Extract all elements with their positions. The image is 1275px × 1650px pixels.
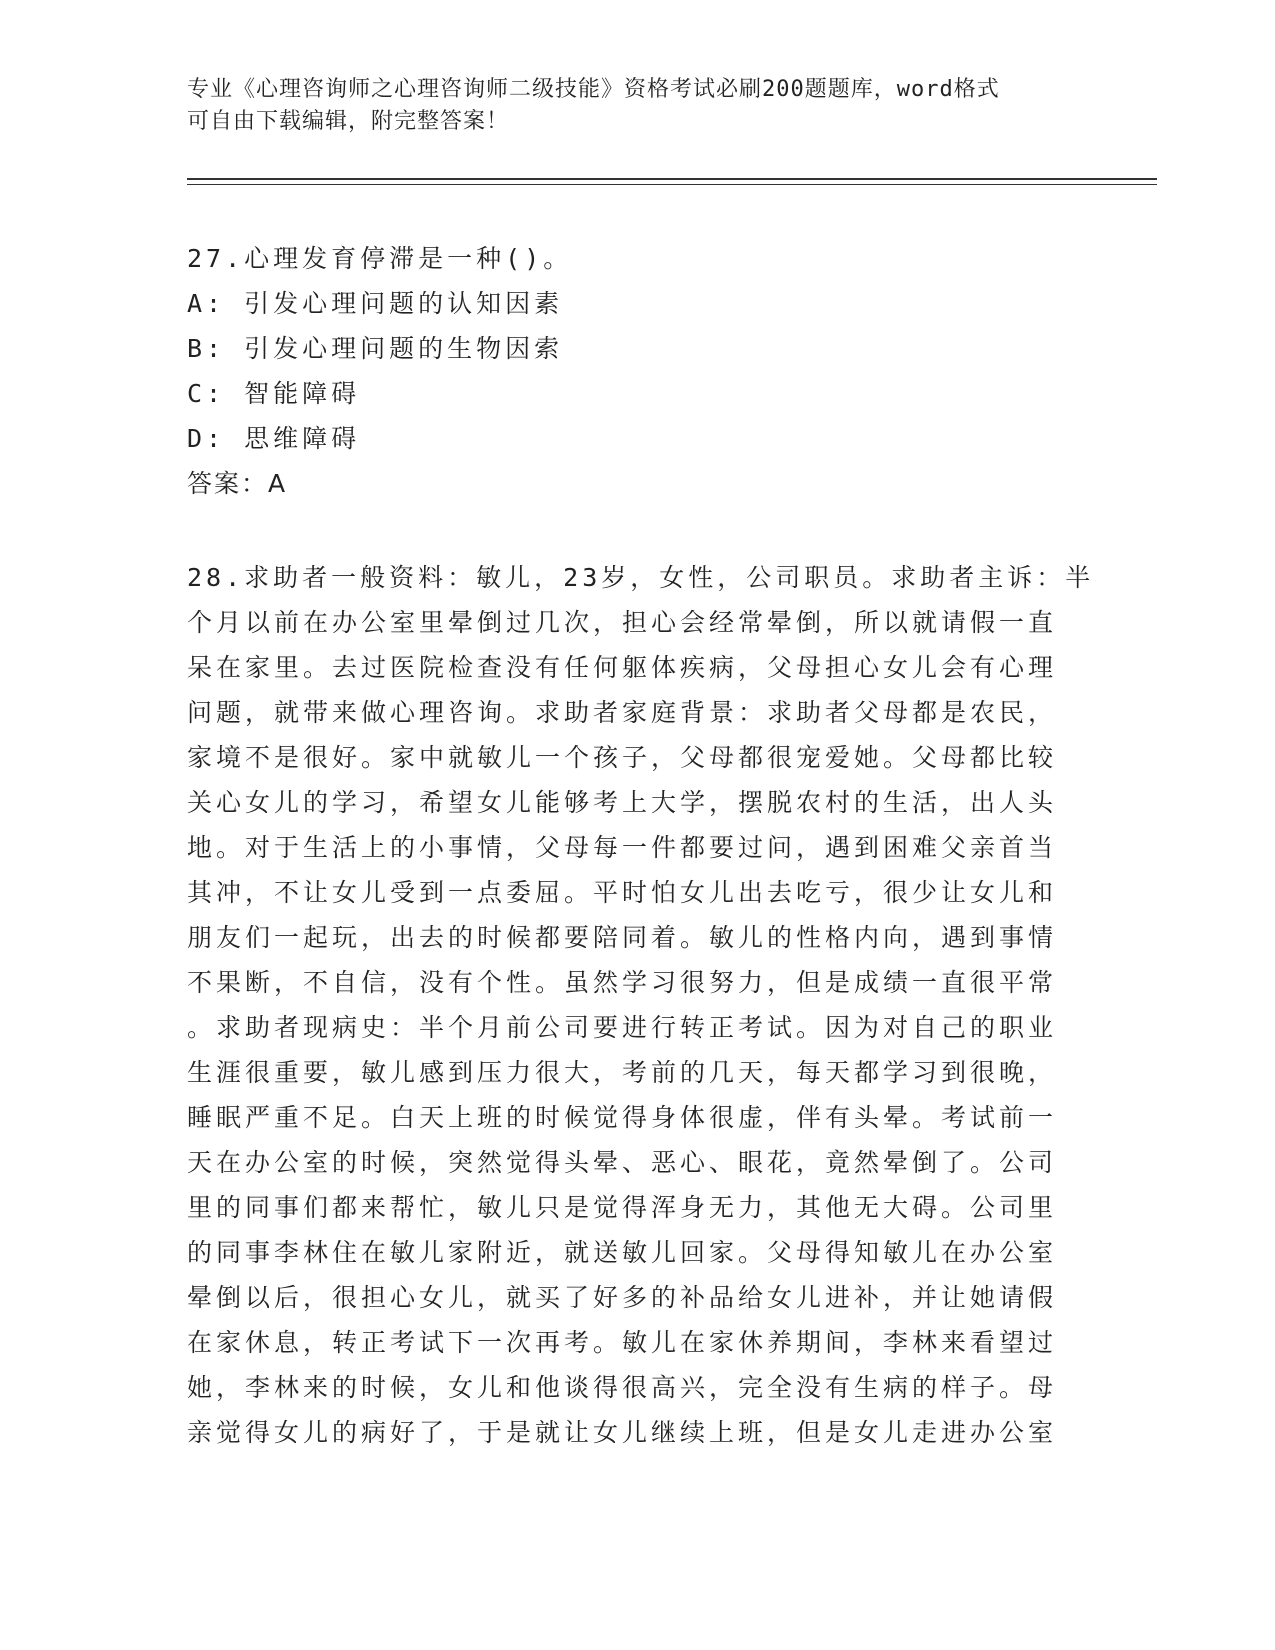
question-28-line: 不果断，不自信，没有个性。虽然学习很努力，但是成绩一直很平常 (187, 968, 1058, 997)
question-28-line: 里的同事们都来帮忙，敏儿只是觉得浑身无力，其他无大碍。公司里 (187, 1193, 1058, 1222)
question-28-line: 朋友们一起玩，出去的时候都要陪同着。敏儿的性格内向，遇到事情 (187, 923, 1058, 952)
header-divider-thin (187, 184, 1157, 185)
question-28-line: 问题，就带来做心理咨询。求助者家庭背景：求助者父母都是农民， (187, 698, 1058, 727)
question-28-line: 亲觉得女儿的病好了，于是就让女儿继续上班，但是女儿走进办公室 (187, 1418, 1058, 1447)
question-28-line: 28.求助者一般资料：敏儿，23岁，女性，公司职员。求助者主诉：半 (187, 563, 1095, 592)
question-28-line: 在家休息，转正考试下一次再考。敏儿在家休养期间，李林来看望过 (187, 1328, 1058, 1357)
question-28-line: 她，李林来的时候，女儿和他谈得很高兴，完全没有生病的样子。母 (187, 1373, 1058, 1402)
question-28 (187, 555, 1095, 1455)
option-d: D: 思维障碍 (187, 424, 361, 453)
question-28-line: 的同事李林住在敏儿家附近，就送敏儿回家。父母得知敏儿在办公室 (187, 1238, 1058, 1267)
question-28-line: 呆在家里。去过医院检查没有任何躯体疾病，父母担心女儿会有心理 (187, 653, 1058, 682)
question-28-line: 个月以前在办公室里晕倒过几次，担心会经常晕倒，所以就请假一直 (187, 608, 1058, 637)
question-stem: 27.心理发育停滞是一种()。 (187, 244, 573, 273)
question-28-line: 家境不是很好。家中就敏儿一个孩子，父母都很宠爱她。父母都比较 (187, 743, 1058, 772)
question-28-line: 关心女儿的学习，希望女儿能够考上大学，摆脱农村的生活，出人头 (187, 788, 1058, 817)
document-header (187, 74, 1067, 138)
header-line-2: 可自由下载编辑，附完整答案！ (187, 109, 510, 134)
question-28-line: 睡眠严重不足。白天上班的时候觉得身体很虚，伴有头晕。考试前一 (187, 1103, 1058, 1132)
option-b: B: 引发心理问题的生物因索 (187, 334, 564, 363)
header-line-1: 专业《心理咨询师之心理咨询师二级技能》资格考试必刷200题题库，word格式 (187, 77, 1000, 102)
question-28-line: 天在办公室的时候，突然觉得头晕、恶心、眼花，竟然晕倒了。公司 (187, 1148, 1058, 1177)
header-divider-thick (187, 178, 1157, 180)
option-c: C: 智能障碍 (187, 379, 361, 408)
question-28-line: 其冲，不让女儿受到一点委屈。平时怕女儿出去吃亏，很少让女儿和 (187, 878, 1058, 907)
question-28-line: 。求助者现病史：半个月前公司要进行转正考试。因为对自己的职业 (187, 1013, 1058, 1042)
answer-line: 答案：A (187, 469, 288, 498)
option-a: A: 引发心理问题的认知因素 (187, 289, 564, 318)
question-28-line: 生涯很重要，敏儿感到压力很大，考前的几天，每天都学习到很晚， (187, 1058, 1058, 1087)
question-27 (187, 236, 572, 506)
question-28-line: 晕倒以后，很担心女儿，就买了好多的补品给女儿进补，并让她请假 (187, 1283, 1058, 1312)
question-28-line: 地。对于生活上的小事情，父母每一件都要过问，遇到困难父亲首当 (187, 833, 1058, 862)
